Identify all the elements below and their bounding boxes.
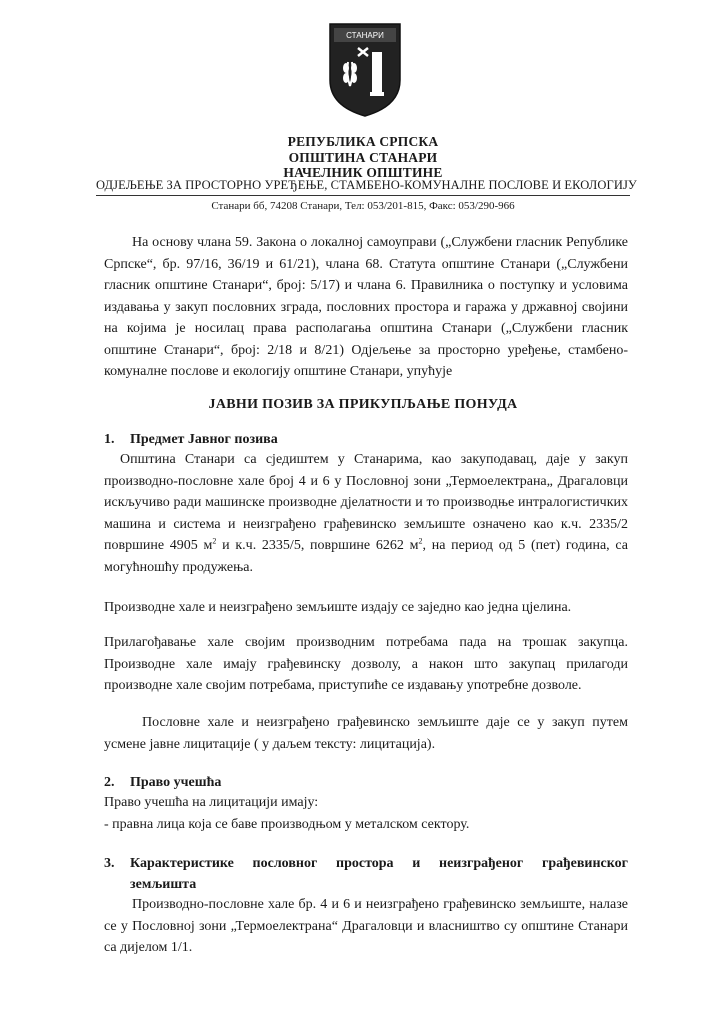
section-2-line-2: - правна лица која се баве производњом у металском сектору. [104, 817, 470, 832]
header-department: ОДЈЕЉЕЊЕ ЗА ПРОСТОРНО УРЕЂЕЊЕ, СТАМБЕНО-КОМУНАЛНЕ ПОСЛОВЕ И ЕКОЛОГИЈУ [96, 178, 637, 192]
section-3-number: 3. [104, 856, 115, 871]
section-2-heading [104, 772, 221, 793]
header-address: Станари бб, 74208 Станари, Тел: 053/201-815, Факс: 053/290-966 [211, 200, 515, 212]
section-1-paragraph-4: Пословне хале и неизграђено грађевинско земљиште даје се у закуп путем усмене јавне лицитације ( у даљем тексту: лицитација). [104, 715, 628, 752]
section-1-title: Предмет Јавног позива [130, 432, 278, 447]
section-1-paragraph-1: Општина Станари са сједиштем у Станарима, као закуподавац, даје у закуп производно-пословне хале број 4 и 6 у Пословној зони „Термоелектрана„ Драгаловци искључиво ради машинске производне дјелатности и то производње интралогистичких машина и система и неизграђено грађевинско земљиште означено као к.ч. 2335/2 површине 4905 $м^2$ и к.ч. 2335/5, површине 6262 $м^2$, на период од 5 (пет) година, са могућношћу продужења. [104, 452, 628, 575]
header-mayor: НАЧЕЛНИК ОПШТИНЕ [283, 165, 443, 180]
section-1-heading [104, 429, 278, 450]
header-republic: РЕПУБЛИКА СРПСКА [287, 134, 439, 149]
section-3-title-line-2: земљишта [130, 877, 197, 892]
section-2-title: Право учешћа [130, 775, 222, 790]
municipality-coat-of-arms-icon [328, 22, 402, 118]
section-2-number: 2. [104, 775, 115, 790]
section-3-title-line-1: Карактеристике пословног простора и неизграђеног грађевинског [130, 856, 628, 871]
crest-banner: СТАНАРИ [346, 31, 384, 40]
section-3-paragraph-1: Производно-пословне хале бр. 4 и 6 и неизграђено грађевинско земљиште, налазе се у Пословној зони „Термоелектрана“ Драгаловци и власништво су општине Станари са дијелом 1/1. [104, 897, 628, 955]
document-title: ЈАВНИ ПОЗИВ ЗА ПРИКУПЉАЊЕ ПОНУДА [208, 397, 518, 412]
section-3-heading [104, 853, 628, 895]
section-1-paragraph-2: Производне хале и неизграђено земљиште издају се заједно као једна цјелина. [104, 600, 572, 615]
intro-paragraph: На основу члана 59. Закона о локалној самоуправи („Службени гласник Републике Српске“, бр. 97/16, 36/19 и 61/21), члана 68. Статута општине Станари („Службени гласник општине Станари“, број: 5/17) и члана 6. Правилника о поступку и условима издавања у закуп пословних зграда, пословних простора и гаража у државној својини на којима је носилац права располагања општина Станари („Службени гласник општине Станари“, број: 2/18 и 8/21) Одјељење за просторно уређење, стамбено-комуналне послове и екологију општине Станари, упућује [104, 235, 628, 379]
section-2-line-1: Право учешћа на лицитацији имају: [104, 795, 319, 810]
header-municipality: ОПШТИНА СТАНАРИ [288, 150, 438, 165]
header-divider [96, 195, 630, 196]
section-1-paragraph-3: Прилагођавање хале својим производним потребама пада на трошак закупца. Производне хале имају грађевинску дозволу, а након што закупац прилагоди производне хале својим потребама, приступиће се издавању употребне дозволе. [104, 635, 628, 693]
section-1-number: 1. [104, 432, 115, 447]
